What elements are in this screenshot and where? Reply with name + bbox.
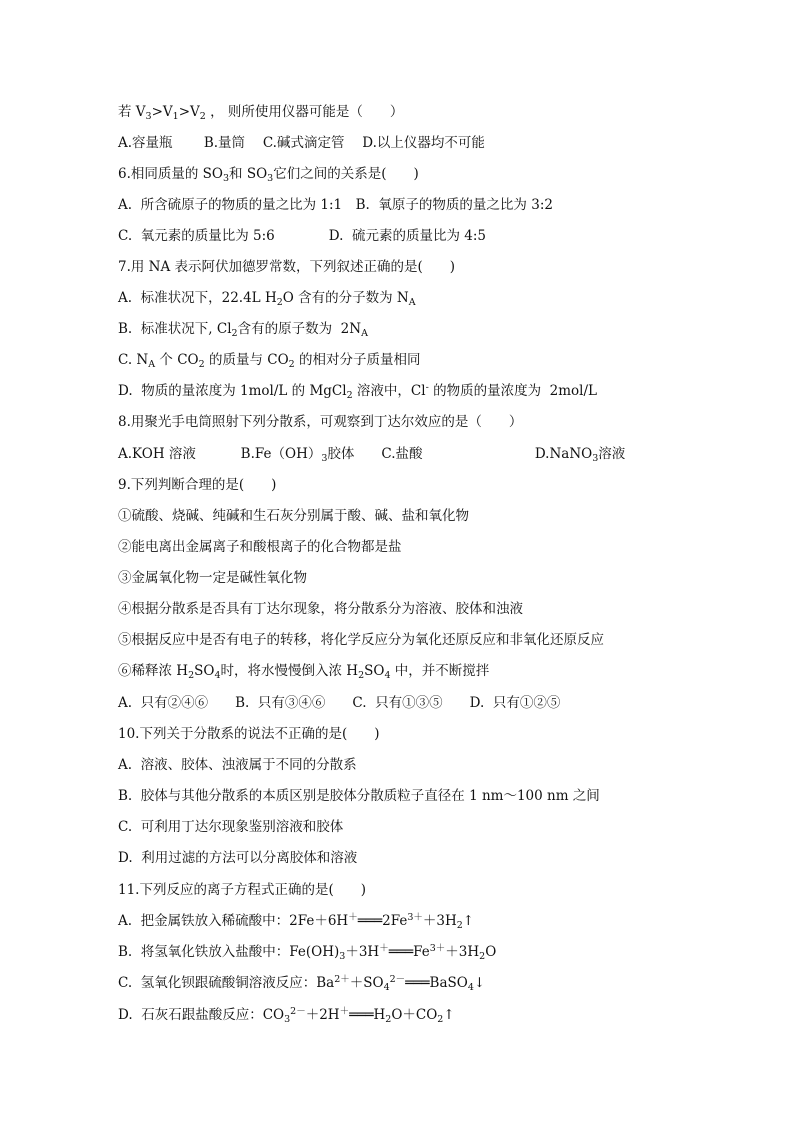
q11-option-a: A. 把金属铁放入稀硫酸中：$2Fe+6H^+═══2Fe^{3+}+3H_2↑$ <box>118 912 475 931</box>
q10-option-a: A. 溶液、胶体、浊液属于不同的分散系 <box>118 757 357 773</box>
q9-stem: 9.下列判断合理的是( ) <box>118 477 277 493</box>
q11-option-d: D. 石灰石跟盐酸反应：$CO_3^{2-}+2H^+═══H_2O+CO_2↑$ <box>118 1006 455 1025</box>
q10-option-b: B. 胶体与其他分散系的本质区别是胶体分散质粒子直径在 1 nm～100 nm 之间 <box>118 788 600 804</box>
q8-stem: 8.用聚光手电筒照射下列分散系，可观察到丁达尔效应的是（ ） <box>118 414 523 430</box>
q9-statement-1: ①硫酸、烧碱、纯碱和生石灰分别属于酸、碱、盐和氧化物 <box>118 508 469 524</box>
q7-option-b: B. 标准状况下, $Cl_2$含有的原子数为 $2N_A$ <box>118 321 368 339</box>
q7-option-c: C. $N_A$ 个 $CO_2$ 的质量与 $CO_2$ 的相对分子质量相同 <box>118 352 421 370</box>
q9-statement-3: ③金属氧化物一定是碱性氧化物 <box>118 570 307 586</box>
q6-stem: 6.相同质量的 $SO_3$和 $SO_3$它们之间的关系是( ) <box>118 166 419 184</box>
q9-options: A. 只有②④⑥ B. 只有③④⑥ C. 只有①③⑤ D. 只有①②⑤ <box>118 695 561 711</box>
q9-statement-5: ⑤根据反应中是否有电子的转移，将化学反应分为氧化还原反应和非氧化还原反应 <box>118 632 604 648</box>
q5-options: A.容量瓶 B.量筒 C.碱式滴定管 D.以上仪器均不可能 <box>118 135 485 151</box>
q7-option-a: A. 标准状况下，22.4L $H_2O$ 含有的分子数为 $N_A$ <box>118 290 416 308</box>
q8-options: A.KOH 溶液 $B.Fe(OH)_3$胶体 C.盐酸 D.NaNO$_3$溶液 <box>118 446 626 464</box>
q9-statement-4: ④根据分散系是否具有丁达尔现象，将分散系分为溶液、胶体和浊液 <box>118 601 523 617</box>
q9-statement-6: ⑥稀释浓 $H_2SO_4$时，将水慢慢倒入浓 $H_2SO_4$ 中，并不断搅拌 <box>118 663 490 681</box>
q6-options-cd: C. 氧元素的质量比为 5:6 D. 硫元素的质量比为 4:5 <box>118 228 486 244</box>
q11-option-c: C. 氢氧化钡跟硫酸铜溶液反应：$Ba^{2+}+SO_4^{2-}═══BaSO_4↓$ <box>118 974 486 993</box>
q9-statement-2: ②能电离出金属离子和酸根离子的化合物都是盐 <box>118 539 402 555</box>
q5-stem-continuation: 若 $V_3>V_1>V_2$ ， 则所使用仪器可能是（ ） <box>118 104 404 122</box>
q11-stem: 11.下列反应的离子方程式正确的是( ) <box>118 882 367 898</box>
q11-option-b: B. 将氢氧化铁放入盐酸中：$Fe(OH)_3+3H^+═══Fe^{3+}+3H_2O$ <box>118 943 497 962</box>
q7-stem: 7.用 NA 表示阿伏加德罗常数，下列叙述正确的是( ) <box>118 259 456 275</box>
q10-option-d: D. 利用过滤的方法可以分离胶体和溶液 <box>118 850 358 866</box>
q10-option-c: C. 可利用丁达尔现象鉴别溶液和胶体 <box>118 819 344 835</box>
q7-option-d: D. 物质的量浓度为 1mol/L 的 MgCl$_2$ 溶液中，Cl- 的物质的量浓度为 2mol/L <box>118 382 598 401</box>
q10-stem: 10.下列关于分散系的说法不正确的是( ) <box>118 726 380 742</box>
q6-options-ab: A. 所含硫原子的物质的量之比为 1:1 B. 氧原子的物质的量之比为 3:2 <box>118 197 553 213</box>
